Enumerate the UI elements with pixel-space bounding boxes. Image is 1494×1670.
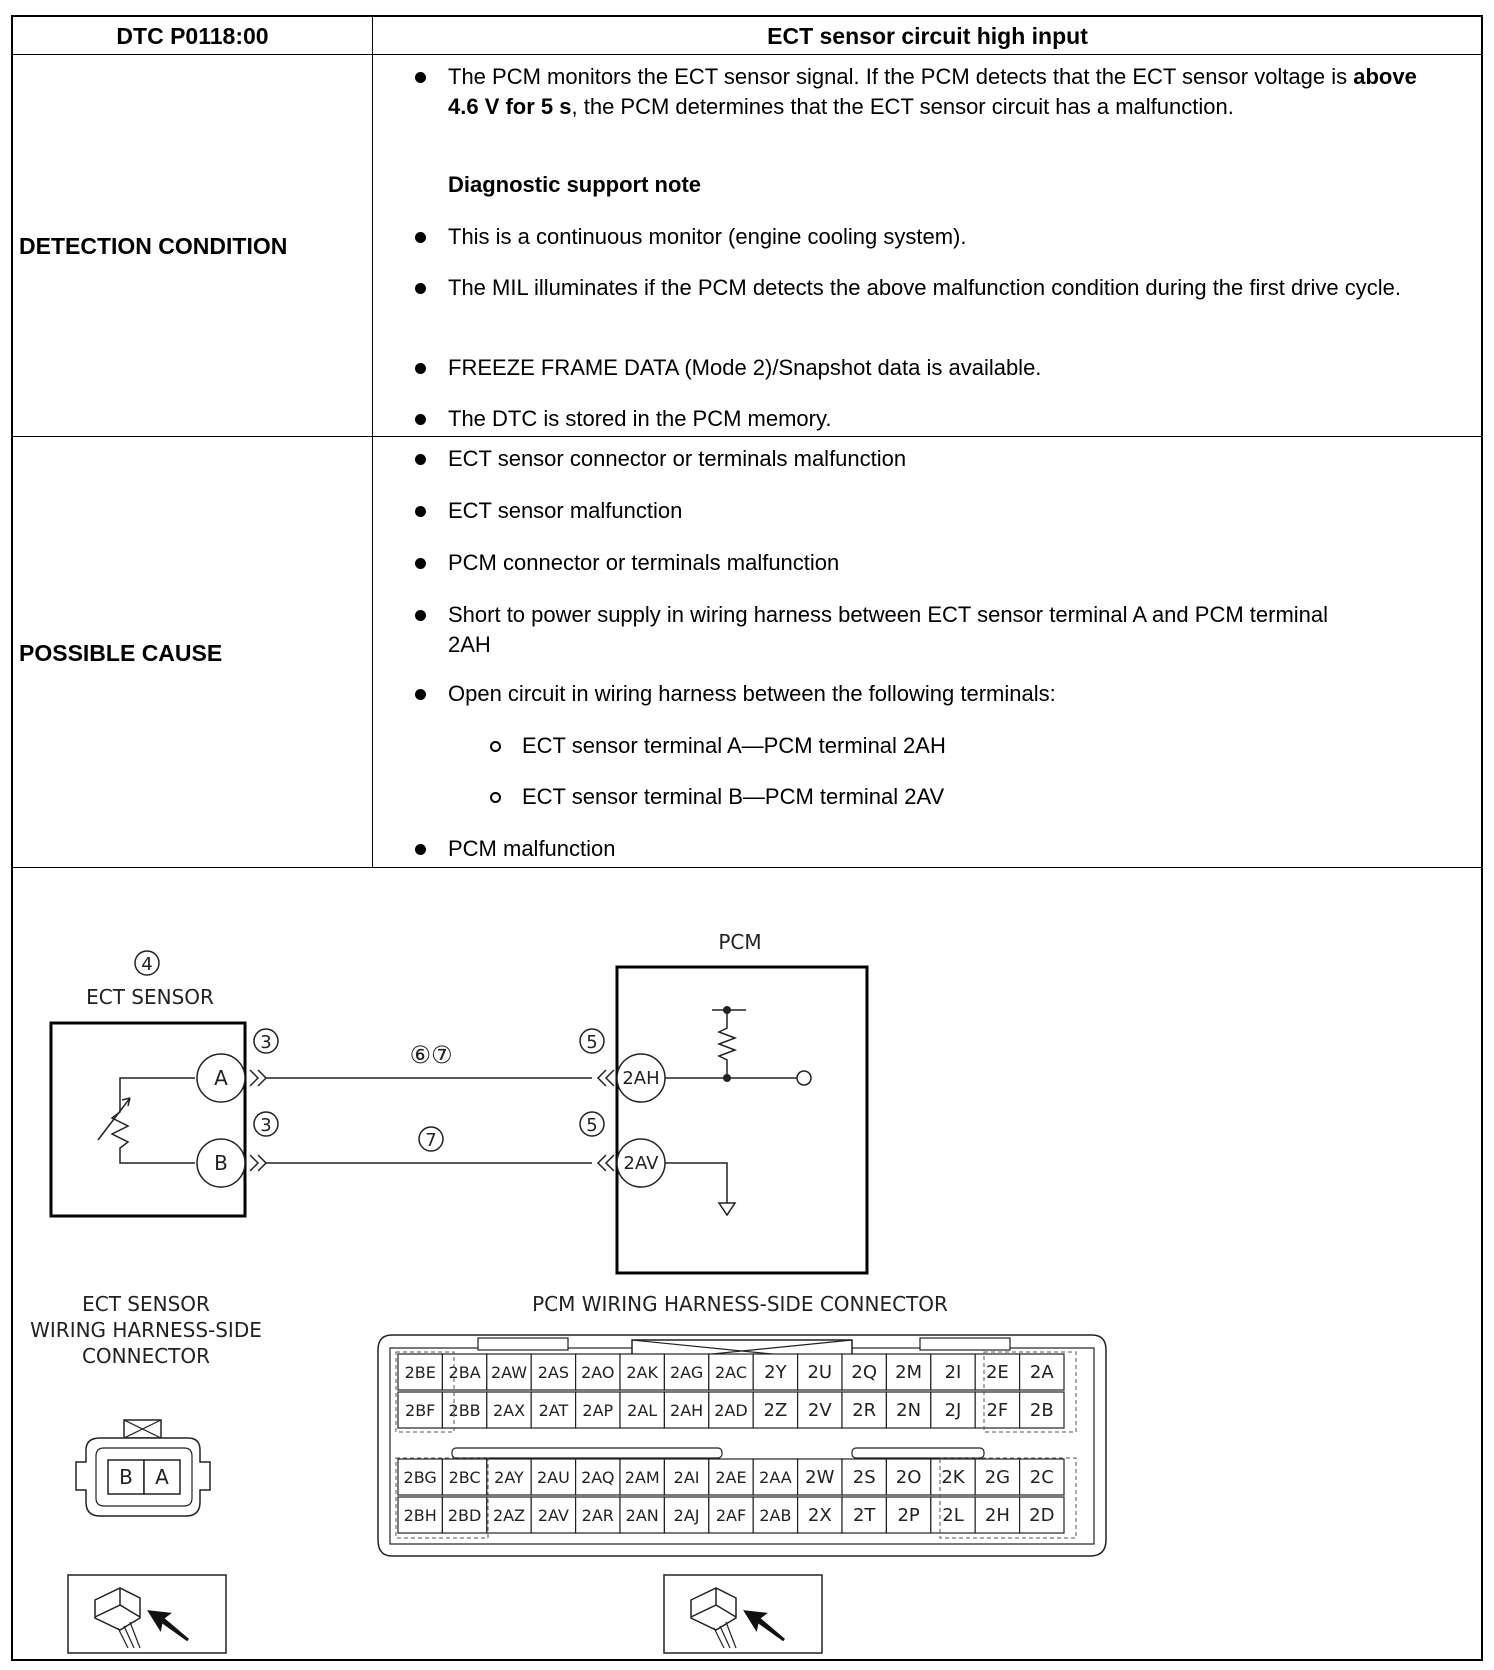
pcm-pin-label: 2AM: [624, 1468, 660, 1487]
pcm-pin-label: 2I: [944, 1362, 962, 1383]
pcm-pin-label: 2V: [807, 1400, 832, 1421]
cause-item-3: PCM connector or terminals malfunction: [448, 548, 1438, 578]
pcm-pin-label: 2BE: [404, 1363, 436, 1382]
pcm-pin-label: 2AV: [537, 1506, 569, 1525]
pcm-pin-label: 2G: [984, 1467, 1011, 1488]
detection-item-3: The MIL illuminates if the PCM detects the above malfunction condition during the first drive cycle.: [448, 273, 1438, 303]
pcm-connector-chevron-2: [598, 1155, 614, 1171]
sensor-connector-view-icon: [68, 1575, 226, 1653]
sensor-pin-b: B: [119, 1465, 133, 1489]
sensor-connector-face: [76, 1420, 210, 1516]
pcm-pin-label: 2X: [807, 1505, 832, 1526]
sensor-connector-chevron-2: [250, 1155, 266, 1171]
detection-item-1: The PCM monitors the ECT sensor signal. If the PCM detects that the ECT sensor voltage is above 4.6 V for 5 s, the PCM determines that the ECT sensor circuit has a malfunction.: [448, 62, 1438, 122]
pcm-pin-label: 2Q: [851, 1362, 878, 1383]
pcm-pin-label: 2AH: [670, 1401, 704, 1420]
pcm-pin-label: 2U: [807, 1362, 833, 1383]
pcm-connector-tab-left: [478, 1338, 568, 1350]
sensor-view-frame: [68, 1575, 226, 1653]
pcm-pin-label: 2H: [984, 1505, 1010, 1526]
pcm-pin-label: 2AP: [582, 1401, 614, 1420]
cause-item-2: ECT sensor malfunction: [448, 496, 1438, 526]
pcm-pin-label: 2AK: [626, 1363, 659, 1382]
detection-item-5: The DTC is stored in the PCM memory.: [448, 404, 1438, 434]
pcm-connector-view-icon: [664, 1575, 822, 1653]
sensor-connector-label-2: WIRING HARNESS-SIDE: [30, 1318, 262, 1342]
pcm-pin-label: 2B: [1029, 1400, 1054, 1421]
pcm-pin-label: 2AD: [714, 1401, 748, 1420]
pcm-pin-label: 2C: [1029, 1467, 1054, 1488]
pcm-connector-num-2: 5: [586, 1115, 598, 1136]
dtc-code-header: DTC P0118:00: [116, 23, 269, 49]
ect-sensor-label: ECT SENSOR: [86, 985, 214, 1009]
pcm-label: PCM: [718, 930, 762, 954]
pcm-pin-label: 2AR: [581, 1506, 614, 1525]
pcm-pin-label: 2L: [942, 1505, 964, 1526]
thermistor-symbol: [112, 1078, 195, 1163]
pcm-pin-label: 2AO: [581, 1363, 615, 1382]
cause-item-5: Open circuit in wiring harness between the following terminals:: [448, 679, 1438, 709]
sensor-connector-label-1: ECT SENSOR: [82, 1292, 210, 1316]
cause-item-4: Short to power supply in wiring harness between ECT sensor terminal A and PCM terminal 2AH: [448, 600, 1348, 660]
pcm-pin-label: 2BB: [448, 1401, 481, 1420]
pcm-terminal-2ah-label: 2AH: [622, 1068, 660, 1089]
ground-line: [665, 1163, 727, 1203]
pcm-connector-face: [378, 1335, 1106, 1556]
pcm-pin-label: 2BH: [403, 1506, 437, 1525]
pcm-pin-label: 2BG: [403, 1468, 437, 1487]
pcm-pin-label: 2BD: [447, 1506, 482, 1525]
pcm-pin-label: 2K: [941, 1467, 965, 1488]
cause-item-6: PCM malfunction: [448, 834, 1438, 864]
diagnostic-support-note: Diagnostic support note: [448, 172, 701, 197]
pcm-pin-label: 2E: [985, 1362, 1009, 1383]
cause-subitem-1: ECT sensor terminal A—PCM terminal 2AH: [522, 731, 1494, 761]
sensor-pin-a: A: [155, 1465, 169, 1489]
pcm-pin-label: 2AE: [715, 1468, 747, 1487]
pcm-box: [617, 967, 867, 1273]
possible-cause-label: POSSIBLE CAUSE: [19, 640, 223, 666]
pcm-pin-label: 2AZ: [492, 1506, 526, 1525]
pcm-pin-label: 2J: [944, 1400, 962, 1421]
terminal-b-label: B: [214, 1151, 228, 1175]
sensor-callout-num: 4: [141, 954, 153, 975]
cause-subitem-2: ECT sensor terminal B—PCM terminal 2AV: [522, 782, 1494, 812]
pcm-pin-label: 2AY: [494, 1468, 524, 1487]
pcm-pin-label: 2AT: [538, 1401, 569, 1420]
pcm-view-frame: [664, 1575, 822, 1653]
pcm-connector-num-1: 5: [586, 1032, 598, 1053]
pcm-output-node: [797, 1071, 811, 1085]
pcm-pin-label: 2AQ: [581, 1468, 615, 1487]
pcm-pin-label: 2AL: [627, 1401, 658, 1420]
detection-item-2: This is a continuous monitor (engine cooling system).: [448, 222, 1438, 252]
pcm-pin-label: 2AJ: [673, 1506, 700, 1525]
pcm-pin-label: 2S: [852, 1467, 876, 1488]
pcm-pin-label: 2AF: [715, 1506, 747, 1525]
sensor-connector-label-3: CONNECTOR: [81, 1344, 211, 1368]
pcm-pin-label: 2AN: [625, 1506, 659, 1525]
pcm-pin-label: 2AS: [537, 1363, 570, 1382]
pcm-pin-label: 2AG: [669, 1363, 704, 1382]
pcm-connector-slot-left: [452, 1448, 722, 1458]
pcm-pin-label: 2BF: [405, 1401, 436, 1420]
pcm-pin-label: 2A: [1029, 1362, 1054, 1383]
pcm-pin-label: 2D: [1029, 1505, 1055, 1526]
pcm-pin-label: 2P: [897, 1505, 920, 1526]
pcm-pin-label: 2AW: [490, 1363, 528, 1382]
terminal-a-label: A: [214, 1066, 228, 1090]
sensor-connector-chevron-1: [250, 1070, 266, 1086]
pcm-pin-label: 2AI: [673, 1468, 700, 1487]
pcm-connector-label: PCM WIRING HARNESS-SIDE CONNECTOR: [532, 1292, 948, 1316]
pcm-pin-label: 2O: [895, 1467, 922, 1488]
pcm-pin-label: 2N: [896, 1400, 922, 1421]
sensor-connector-num-2: 3: [260, 1115, 272, 1136]
wire-2-callout-num: 7: [425, 1130, 437, 1151]
pcm-pin-label: 2T: [852, 1505, 876, 1526]
sensor-connector-num-1: 3: [260, 1032, 272, 1053]
pcm-pin-label: 2AU: [536, 1468, 570, 1487]
detection-condition-label: DETECTION CONDITION: [19, 233, 288, 259]
pcm-pin-label: 2Z: [763, 1400, 788, 1421]
pcm-connector-chevron-1: [598, 1070, 614, 1086]
pcm-connector-tab-right: [920, 1338, 1010, 1350]
pcm-pin-label: 2AC: [714, 1363, 748, 1382]
pull-up-resistor: [719, 1010, 735, 1078]
pcm-pin-label: 2F: [986, 1400, 1009, 1421]
cause-item-1: ECT sensor connector or terminals malfunction: [448, 444, 1438, 474]
pcm-pin-label: 2R: [852, 1400, 877, 1421]
pcm-connector-slot-right: [852, 1448, 984, 1458]
pcm-pin-label: 2AB: [759, 1506, 792, 1525]
pcm-pin-label: 2AA: [759, 1468, 792, 1487]
dtc-title-header: ECT sensor circuit high input: [767, 23, 1088, 49]
pcm-terminal-2av-label: 2AV: [623, 1153, 659, 1174]
pcm-pin-label: 2Y: [764, 1362, 787, 1383]
pcm-pin-label: 2BC: [448, 1468, 481, 1487]
ground-symbol: [719, 1203, 735, 1215]
pcm-pin-label: 2W: [805, 1467, 835, 1488]
wire-1-callout: ⑥⑦: [409, 1041, 453, 1069]
pcm-pin-label: 2AX: [492, 1401, 526, 1420]
pcm-pin-label: 2M: [895, 1362, 923, 1383]
pcm-pin-label: 2BA: [448, 1363, 481, 1382]
detection-item-4: FREEZE FRAME DATA (Mode 2)/Snapshot data is available.: [448, 353, 1438, 383]
